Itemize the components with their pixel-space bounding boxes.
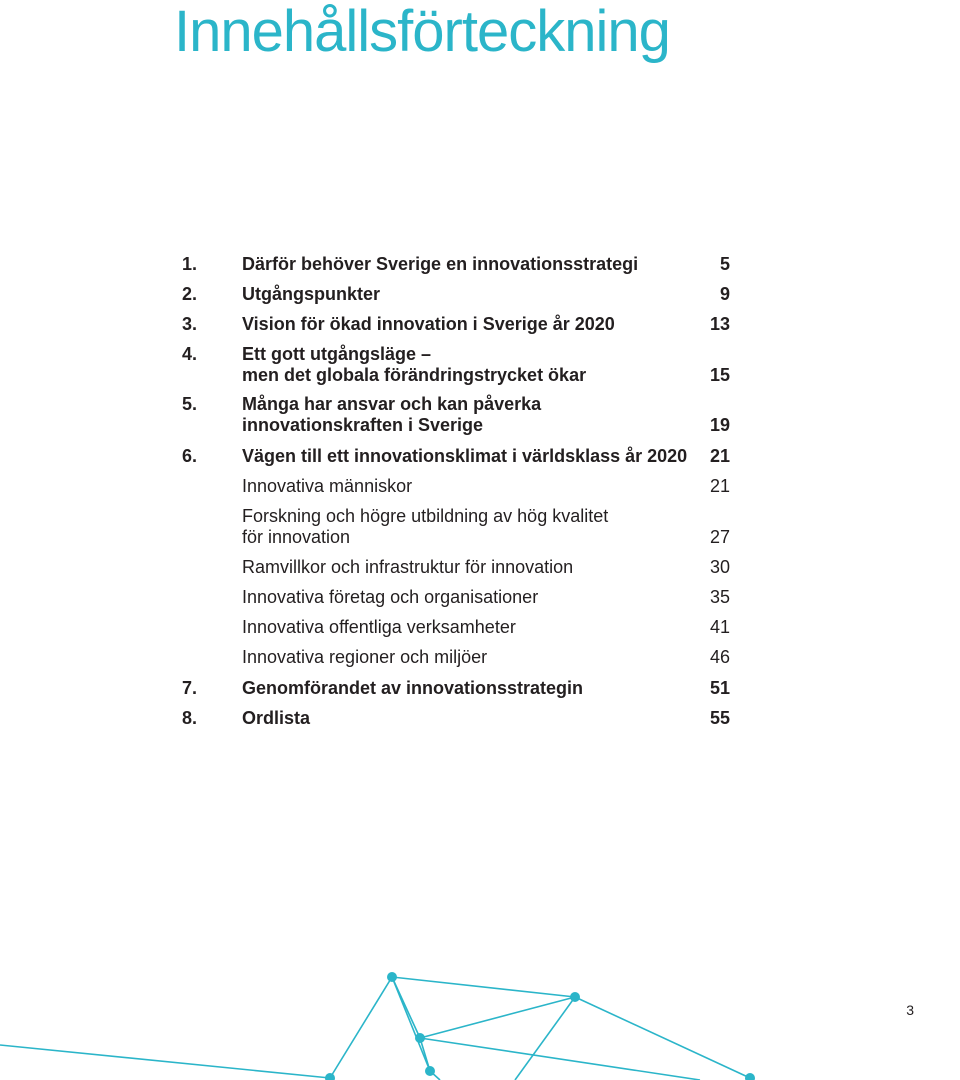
page-number: 3 xyxy=(906,1002,914,1018)
toc-entry-page: 21 xyxy=(709,476,730,496)
toc-entry-title-line: Utgångspunkter xyxy=(242,284,381,304)
toc-entry-number: 7. xyxy=(182,678,198,698)
toc-entry-title-line: Många har ansvar och kan påverka xyxy=(242,394,542,414)
toc-entry-title-line: Ordlista xyxy=(242,708,311,728)
toc-entry-title-line: Ramvillkor och infrastruktur för innovation xyxy=(242,557,574,577)
toc-entry-page: 13 xyxy=(709,314,730,334)
toc-entry-page: 9 xyxy=(719,284,730,304)
toc-entry-title-line: Genomförandet av innovationsstrategin xyxy=(242,678,584,698)
toc-entry-number: 4. xyxy=(182,344,198,364)
toc-entry-title-line: Innovativa människor xyxy=(242,476,413,496)
toc-entry-page: 19 xyxy=(709,415,730,435)
toc-entry-number: 2. xyxy=(182,284,198,304)
toc-entry-title-line: Forskning och högre utbildning av hög kvalitet xyxy=(242,506,609,526)
toc-entry-page: 15 xyxy=(709,365,730,385)
toc-entry-title-line: Ett gott utgångsläge – xyxy=(242,344,431,364)
toc-entry-page: 41 xyxy=(709,617,730,637)
toc-entry-page: 55 xyxy=(709,708,730,728)
toc-entry-page: 30 xyxy=(709,557,730,577)
toc-entry-title-line: Innovativa offentliga verksamheter xyxy=(242,617,516,637)
toc-entry-page: 35 xyxy=(709,587,730,607)
toc-entry-number: 6. xyxy=(182,446,198,466)
toc-entry-number: 5. xyxy=(182,394,198,414)
toc-entry-number: 1. xyxy=(182,254,198,274)
toc-entry-title-line: för innovation xyxy=(242,527,351,547)
toc-entry-title-line: Innovativa regioner och miljöer xyxy=(242,647,488,667)
toc-entry-page: 27 xyxy=(709,527,730,547)
toc-entry-number: 3. xyxy=(182,314,198,334)
toc-entry-title-line: Innovativa företag och organisationer xyxy=(242,587,539,607)
toc-entry-page: 21 xyxy=(709,446,730,466)
toc-entry-title-line: men det globala förändringstrycket ökar xyxy=(242,365,587,385)
toc-entry-page: 51 xyxy=(709,678,730,698)
toc-entry-title-line: Vägen till ett innovationsklimat i världsklass år 2020 xyxy=(242,446,688,466)
toc-entry-title-line: Därför behöver Sverige en innovationsstrategi xyxy=(242,254,639,274)
page-title: Innehållsförteckning xyxy=(174,0,670,64)
toc-entry-number: 8. xyxy=(182,708,198,728)
toc-entry-page: 5 xyxy=(719,254,730,274)
toc-entry-title-line: Vision för ökad innovation i Sverige år 2020 xyxy=(242,314,615,334)
toc-entry-title-line: innovationskraften i Sverige xyxy=(242,415,484,435)
toc-entry-page: 46 xyxy=(709,647,730,667)
